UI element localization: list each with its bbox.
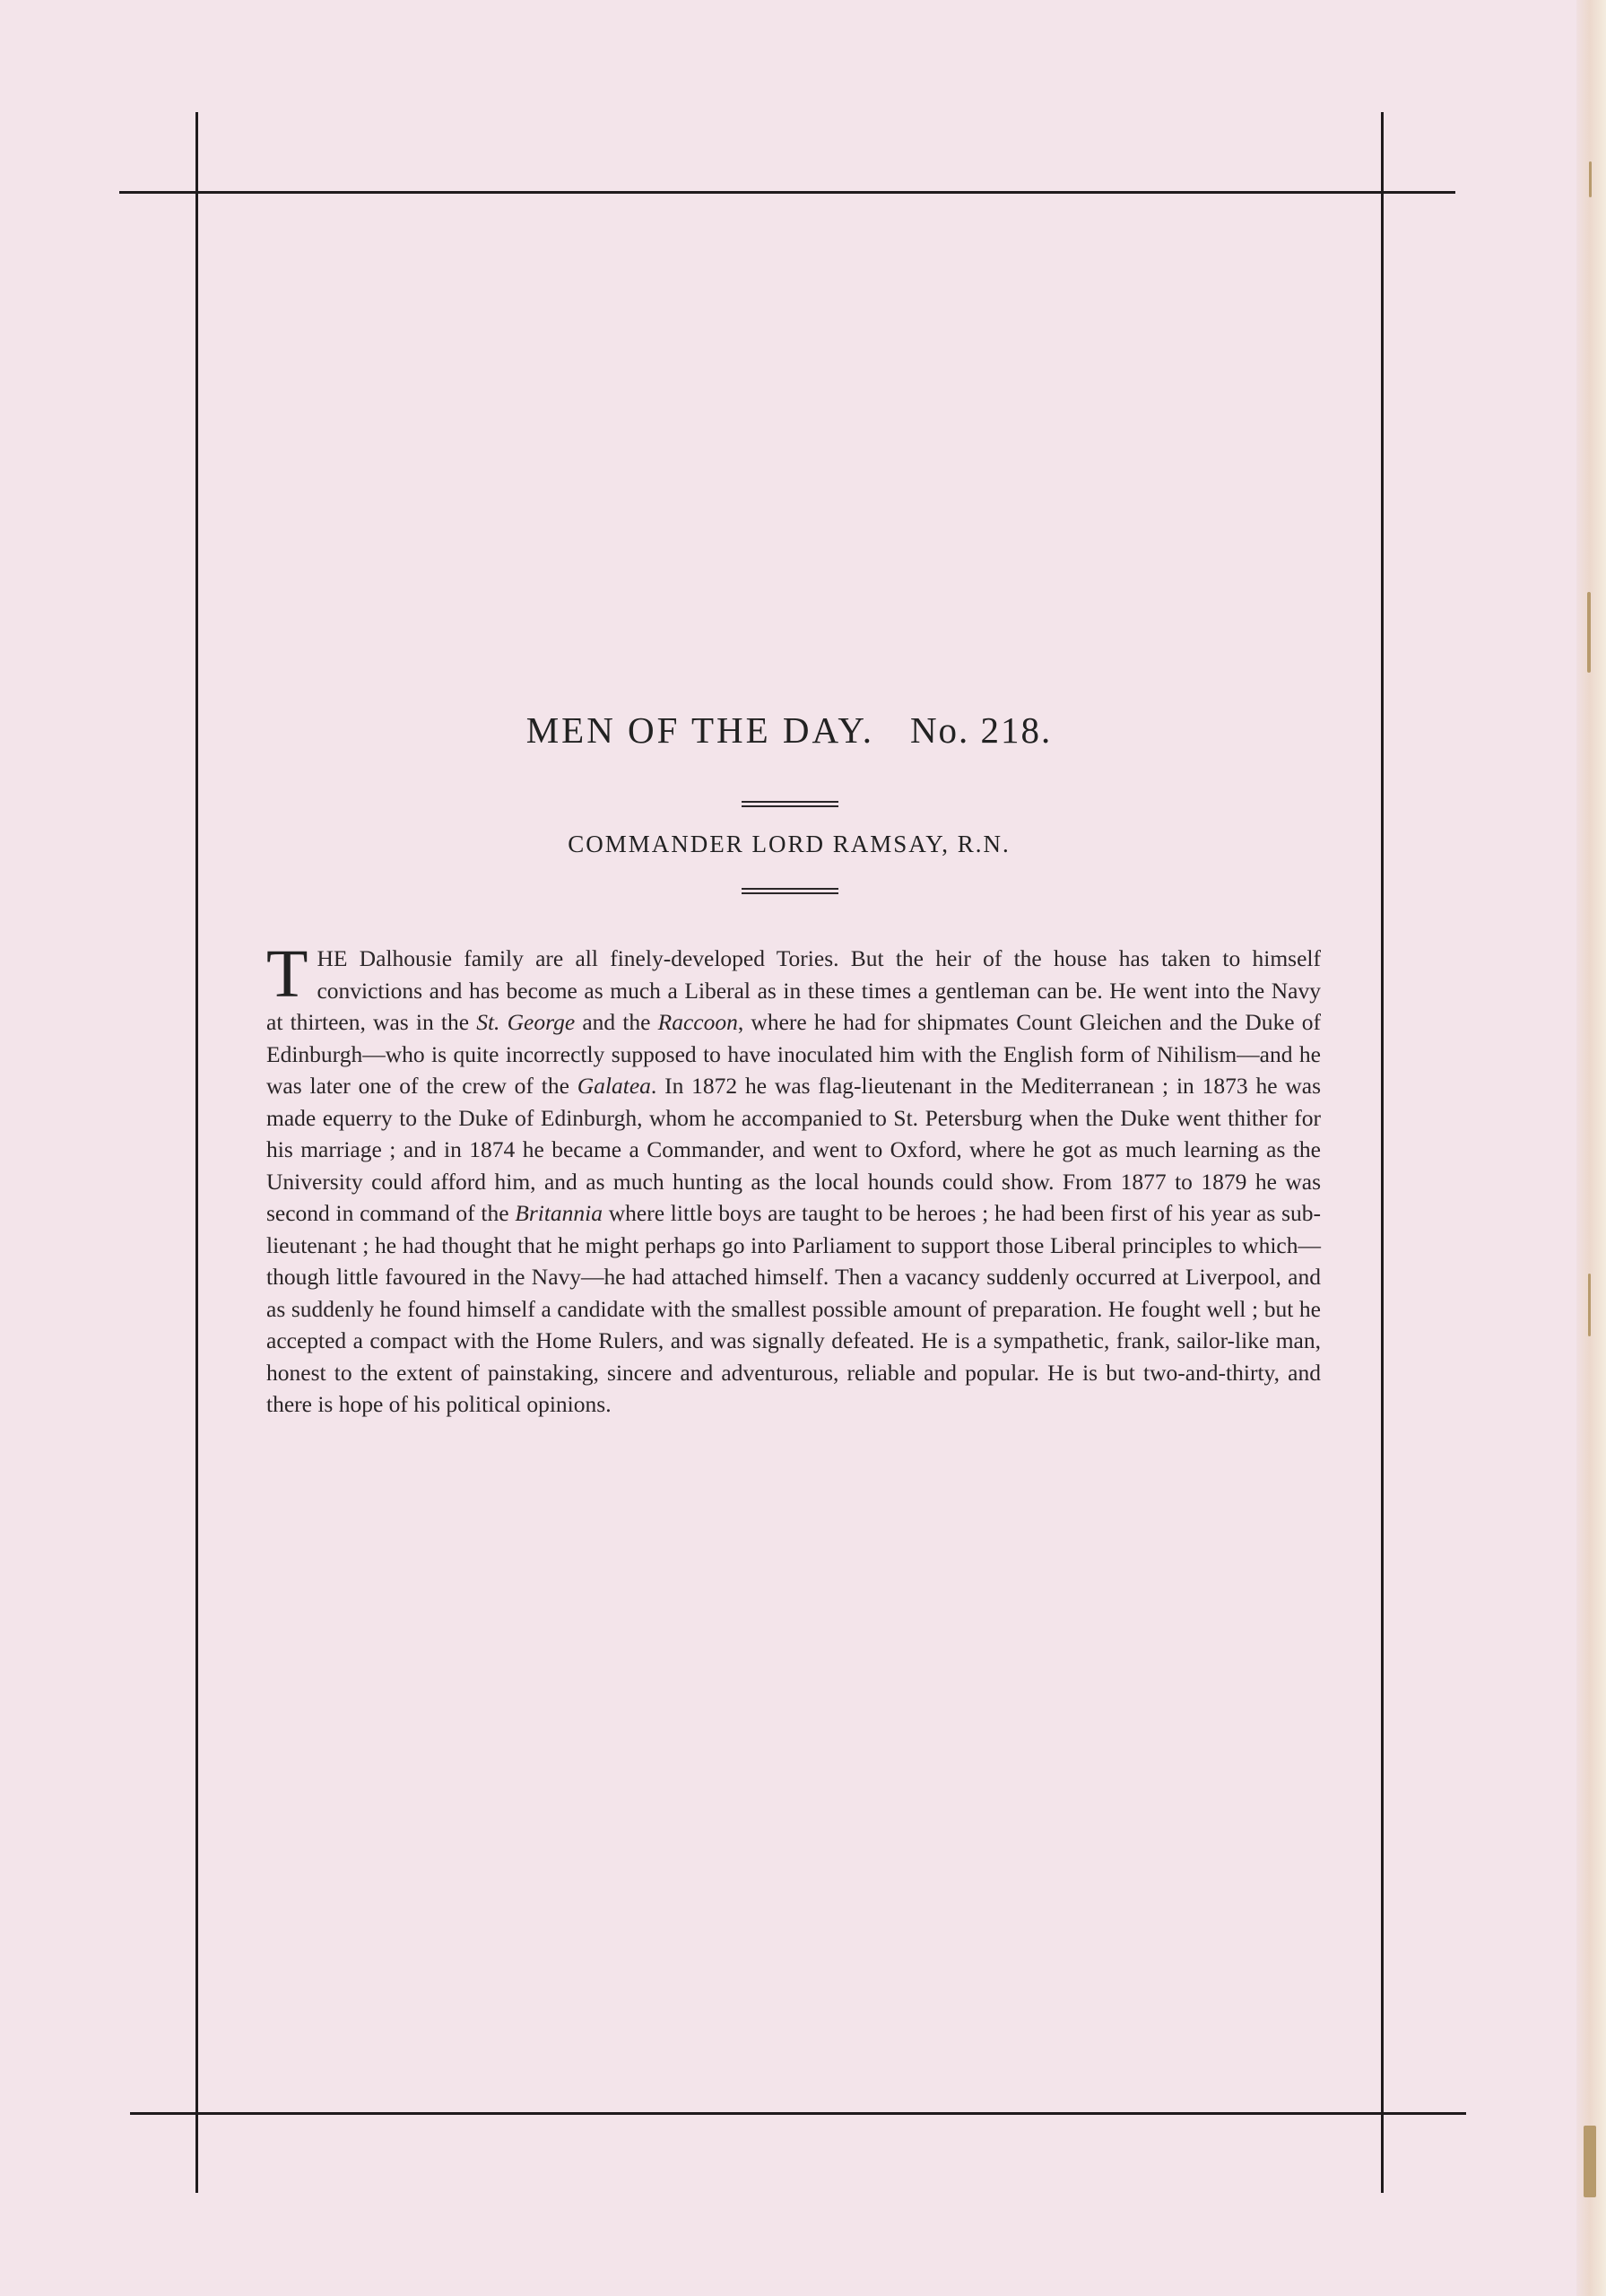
edge-stain: [1587, 592, 1591, 673]
ship-name: St. George: [476, 1009, 576, 1035]
page-edge: [1576, 0, 1606, 2296]
double-rule-lower: [742, 888, 838, 894]
ship-name: Britannia: [515, 1200, 603, 1226]
article-text: , where he had for shipmates Count Gleichen and the Duke of Edinburgh—who is quite incorrectly supposed to have inoculated him with the English form of Nihilism—and he was later one of the crew of the: [266, 1009, 1321, 1099]
frame-line-bottom: [130, 2112, 1466, 2115]
title-text: MEN OF THE DAY.: [525, 709, 874, 751]
frame-line-left: [195, 112, 198, 2193]
drop-cap: T: [266, 936, 308, 1012]
page-title: [269, 709, 1309, 752]
double-rule-upper: [742, 801, 838, 807]
ship-name: Galatea: [577, 1073, 651, 1099]
edge-stain: [1589, 161, 1592, 197]
subject-name: COMMANDER LORD RAMSAY, R.N.: [568, 831, 1011, 857]
article-body: [266, 936, 1322, 1421]
edge-stain: [1588, 1274, 1591, 1336]
article-text: and the: [575, 1009, 658, 1035]
ship-name: Raccoon: [657, 1009, 738, 1035]
frame-line-right: [1381, 112, 1384, 2193]
frame-line-top: [119, 191, 1455, 194]
article-text: where little boys are taught to be heroes ; he had been first of his year as sub-lieutenant ; he had thought that he might perhaps go into Parliament to support those Liberal principles to which—though little favoured in the Navy—he had attached himself. Then a vacancy suddenly occurred at Liverpool, and as suddenly he found himself a candidate with the smallest possible amount of preparation. He fought well ; but he accepted a compact with the Home Rulers, and was signally defeated. He is a sympathetic, frank, sailor-like man, honest to the extent of painstaking, sincere and adventurous, reliable and popular. He is but two-and-thirty, and there is hope of his political opinions.: [266, 1200, 1321, 1417]
issue-number: No. 218.: [909, 709, 1053, 751]
article-text: . In 1872 he was flag-lieutenant in the Mediterranean ; in 1873 he was made equerry to the Duke of Edinburgh, whom he accompanied to St. Petersburg when the Duke went thither for his marriage ; and in 1874 he became a Commander, and went to Oxford, where he got as much learning as the University could afford him, and as much hunting as the local hounds could show. From 1877 to 1879 he was second in command of the: [266, 1073, 1322, 1226]
article-text: HE Dalhousie family are all finely-developed Tories. But the heir of the house has taken to himself convictions and has become as much a Liberal as in these times a gentleman can be. He went into the Navy at thirteen, was in the: [266, 945, 1321, 1035]
edge-stain: [1584, 2126, 1596, 2197]
